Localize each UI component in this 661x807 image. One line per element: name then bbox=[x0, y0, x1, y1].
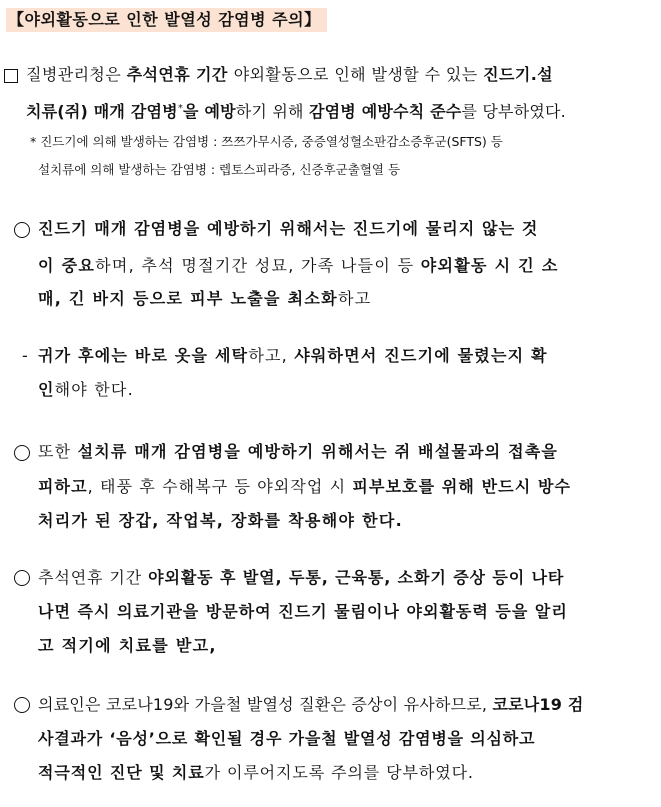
bullet-4-line-1: 의료인은 코로나19와 가을철 발열성 질환은 증상이 유사하므로, 코로나19 검 bbox=[38, 695, 584, 714]
bullet-3-line-3: 고 적기에 치료를 받고, bbox=[38, 636, 217, 655]
bullet-2-line-2: 피하고, 태풍 후 수해복구 등 야외작업 시 피부보호를 위해 반드시 방수 bbox=[38, 477, 572, 496]
circle-bullet-icon bbox=[14, 570, 30, 586]
circle-bullet-icon bbox=[14, 445, 30, 461]
circle-bullet-icon bbox=[14, 697, 30, 713]
bullet-4-line-3: 적극적인 진단 및 치료가 이루어지도록 주의를 당부하였다. bbox=[38, 763, 474, 782]
document-title: 【야외활동으로 인한 발열성 감염병 주의】 bbox=[6, 8, 327, 32]
bullet-2-line-3: 처리가 된 장갑, 작업복, 장화를 착용해야 한다. bbox=[38, 511, 403, 530]
bullet-4-line-2: 사결과가 ‘음성’으로 확인될 경우 가을철 발열성 감염병을 의심하고 bbox=[38, 729, 536, 748]
intro-line-1: 질병관리청은 추석연휴 기간 야외활동으로 인해 발생할 수 있는 진드기.설 bbox=[26, 65, 554, 84]
dash-marker: - bbox=[22, 346, 28, 365]
sub-bullet-line-2: 인해야 한다. bbox=[38, 380, 134, 399]
intro-note-2: 설치류에 의해 발생하는 감염병 : 렙토스피라증, 신증후군출혈열 등 bbox=[38, 162, 401, 177]
intro-note-1: * 진드기에 의해 발생하는 감염병 : 쯔쯔가무시증, 중증열성혈소판감소증후군(SFTS) 등 bbox=[30, 134, 503, 149]
bullet-1-line-1: 진드기 매개 감염병을 예방하기 위해서는 진드기에 물리지 않는 것 bbox=[38, 219, 539, 238]
intro-line-2: 치류(쥐) 매개 감염병*을 예방하기 위해 감염병 예방수칙 준수를 당부하였다. bbox=[26, 102, 566, 121]
bullet-3-line-2: 나면 즉시 의료기관을 방문하여 진드기 물림이나 야외활동력 등을 알리 bbox=[38, 602, 568, 621]
bullet-1-line-2: 이 중요하며, 추석 명절기간 성묘, 가족 나들이 등 야외활동 시 긴 소 bbox=[38, 256, 559, 275]
bullet-2-line-1: 또한 설치류 매개 감염병을 예방하기 위해서는 쥐 배설물과의 접촉을 bbox=[38, 442, 559, 461]
bullet-1-line-3: 매, 긴 바지 등으로 피부 노출을 최소화하고 bbox=[38, 289, 372, 308]
sub-bullet-line-1: 귀가 후에는 바로 옷을 세탁하고, 샤워하면서 진드기에 물렸는지 확 bbox=[38, 346, 548, 365]
checkbox-square-icon bbox=[4, 69, 18, 83]
circle-bullet-icon bbox=[14, 222, 30, 238]
bullet-3-line-1: 추석연휴 기간 야외활동 후 발열, 두통, 근육통, 소화기 증상 등이 나타 bbox=[38, 568, 565, 587]
